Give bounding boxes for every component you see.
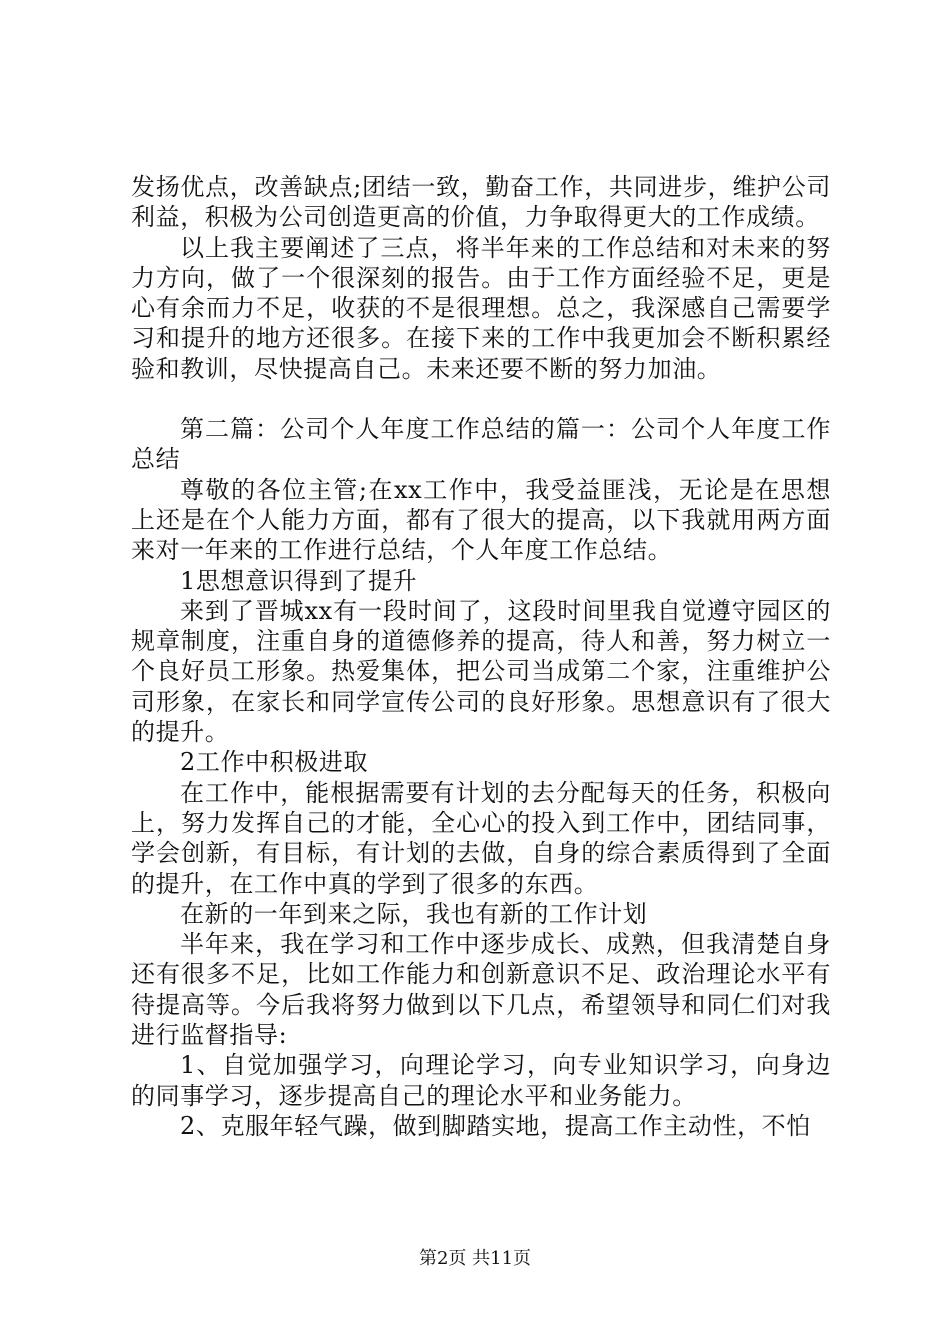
document-body <box>131 172 831 1141</box>
paragraph-plan: 半年来，我在学习和工作中逐步成长、成熟，但我清楚自身还有很多不足，比如工作能力和创新意识不足、政治理论水平有待提高等。今后我将努力做到以下几点，希望领导和同仁们对我进行监督指导: <box>131 930 831 1050</box>
section-heading: 第二篇：公司个人年度工作总结的篇一：公司个人年度工作总结 <box>131 415 831 474</box>
list-item-1: 1、自觉加强学习，向理论学习，向专业知识学习，向身边的同事学习，逐步提高自己的理论水平和业务能力。 <box>131 1051 831 1110</box>
paragraph-work: 在工作中，能根据需要有计划的去分配每天的任务，积极向上，努力发挥自己的才能，全心心的投入到工作中，团结同事，学会创新，有目标，有计划的去做，自身的综合素质得到了全面的提升，在工作中真的学到了很多的东西。 <box>131 778 831 898</box>
subheading-plan: 在新的一年到来之际，我也有新的工作计划 <box>180 899 648 928</box>
paragraph-summary: 以上我主要阐述了三点，将半年来的工作总结和对未来的努力方向，做了一个很深刻的报告。由于工作方面经验不足，更是心有余而力不足，收获的不是很理想。总之，我深感自己需要学习和提升的地方还很多。在接下来的工作中我更加会不断积累经验和教训，尽快提高自己。未来还要不断的努力加油。 <box>131 233 831 383</box>
paragraph-greeting: 尊敬的各位主管;在xx工作中，我受益匪浅，无论是在思想上还是在个人能力方面，都有了很大的提高，以下我就用两方面来对一年来的工作进行总结，个人年度工作总结。 <box>131 475 831 565</box>
subheading-thought: 1思想意识得到了提升 <box>180 566 418 595</box>
paragraph-thought: 来到了晋城xx有一段时间了，这段时间里我自觉遵守园区的规章制度，注重自身的道德修养的提高，待人和善，努力树立一个良好员工形象。热爱集体，把公司当成第二个家，注重维护公司形象，在家长和同学宣传公司的良好形象。思想意识有了很大的提升。 <box>131 596 831 747</box>
paragraph-spacer <box>131 384 831 414</box>
list-item-2: 2、克服年轻气躁，做到脚踏实地，提高工作主动性，不怕 <box>180 1111 811 1140</box>
subheading-work: 2工作中积极进取 <box>180 748 369 777</box>
paragraph-continuation: 发扬优点，改善缺点;团结一致，勤奋工作，共同进步，维护公司利益，积极为公司创造更高的价值，力争取得更大的工作成绩。 <box>131 173 831 232</box>
page-number: 第2页 共11页 <box>418 1248 532 1269</box>
